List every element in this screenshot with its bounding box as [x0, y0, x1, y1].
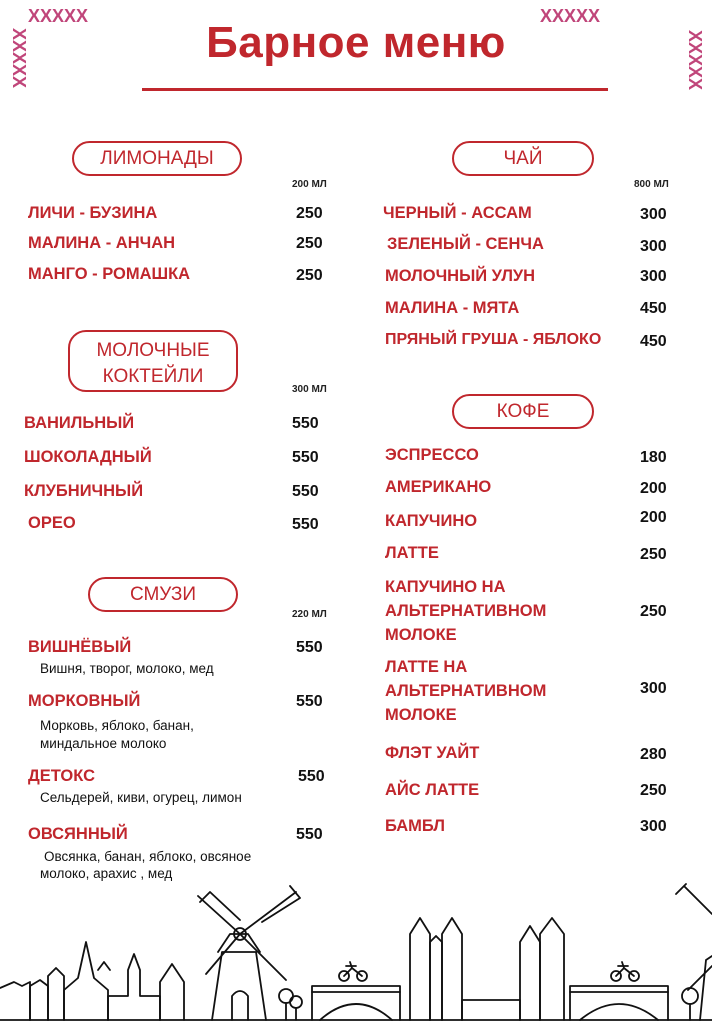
smoothie-item-name: ВИШНЁВЫЙ — [28, 638, 132, 656]
corner-pattern-top-left: ХХХХХ — [28, 6, 89, 26]
smoothie-item-price: 550 — [296, 639, 323, 656]
milkshake-item-price: 550 — [292, 483, 319, 500]
coffee-item-name: ЭСПРЕССО — [385, 446, 479, 464]
section-header-tea: ЧАЙ — [452, 141, 594, 176]
smoothies-volume: 220 МЛ — [292, 609, 327, 620]
smoothie-item-description: миндальное молоко — [40, 736, 167, 751]
milkshake-item-name: ВАНИЛЬНЫЙ — [24, 414, 135, 432]
milkshake-item-name: КЛУБНИЧНЫЙ — [24, 482, 144, 500]
tea-item-price: 450 — [640, 333, 667, 350]
lemonade-item-name: МАЛИНА - АНЧАН — [28, 234, 176, 252]
lemonade-item-price: 250 — [296, 267, 323, 284]
coffee-item-price: 250 — [640, 546, 667, 563]
smoothie-item-name: МОРКОВНЫЙ — [28, 692, 141, 710]
tea-item-name: ЧЕРНЫЙ - АССАМ — [383, 204, 532, 222]
section-header-milkshakes — [68, 330, 238, 392]
coffee-item-price: 200 — [640, 509, 667, 526]
coffee-item-price: 300 — [640, 680, 667, 697]
coffee-item-price: 250 — [640, 782, 667, 799]
tea-item-name: МОЛОЧНЫЙ УЛУН — [385, 267, 536, 285]
smoothie-item-description: Овсянка, банан, яблоко, овсяное — [44, 849, 252, 864]
smoothie-item-price: 550 — [296, 693, 323, 710]
coffee-item-name — [385, 655, 546, 727]
smoothie-item-name: ОВСЯННЫЙ — [28, 825, 128, 843]
milkshakes-volume: 300 МЛ — [292, 384, 327, 395]
milkshakes-label-line1: МОЛОЧНЫЕ — [96, 340, 210, 361]
tea-item-name: МАЛИНА - МЯТА — [385, 299, 520, 317]
smoothie-item-price: 550 — [296, 826, 323, 843]
smoothie-item-description: молоко, арахис , мед — [40, 866, 173, 881]
coffee-item-name: КАПУЧИНО — [385, 512, 478, 530]
tea-item-price: 300 — [640, 268, 667, 285]
coffee-item-name-line: ЛАТТЕ НА — [385, 658, 468, 676]
milkshake-item-price: 550 — [292, 516, 319, 533]
coffee-item-name-line: АЛЬТЕРНАТИВНОМ — [385, 682, 547, 700]
coffee-item-price: 300 — [640, 818, 667, 835]
lemonades-volume: 200 МЛ — [292, 179, 327, 190]
milkshake-item-name: ОРЕО — [28, 514, 76, 532]
page-title: Барное меню — [206, 18, 506, 67]
coffee-item-price: 250 — [640, 603, 667, 620]
tea-item-name: ЗЕЛЕНЫЙ - СЕНЧА — [387, 235, 544, 253]
coffee-item-name: БАМБЛ — [385, 817, 445, 835]
milkshakes-label-line2: КОКТЕЙЛИ — [102, 366, 204, 387]
smoothie-item-description: Вишня, творог, молоко, мед — [40, 661, 214, 676]
coffee-item-name: ФЛЭТ УАЙТ — [385, 744, 480, 762]
coffee-item-name-line: МОЛОКЕ — [385, 626, 457, 644]
title-underline — [142, 88, 608, 91]
section-header-coffee: КОФЕ — [452, 394, 594, 429]
coffee-item-price: 200 — [640, 480, 667, 497]
milkshake-item-price: 550 — [292, 449, 319, 466]
milkshake-item-name: ШОКОЛАДНЫЙ — [24, 448, 152, 466]
smoothie-item-description: Морковь, яблоко, банан, — [40, 718, 194, 733]
coffee-item-price: 180 — [640, 449, 667, 466]
lemonade-item-price: 250 — [296, 235, 323, 252]
tea-item-price: 450 — [640, 300, 667, 317]
smoothie-item-name: ДЕТОКС — [28, 767, 96, 785]
lemonade-item-price: 250 — [296, 205, 323, 222]
coffee-item-name-line: МОЛОКЕ — [385, 706, 457, 724]
tea-item-price: 300 — [640, 238, 667, 255]
city-skyline-illustration — [0, 870, 712, 1024]
coffee-item-name: АЙС ЛАТТЕ — [385, 781, 480, 799]
corner-pattern-top-right: ХХХХХ — [540, 6, 601, 26]
tea-volume: 800 МЛ — [634, 179, 669, 190]
milkshake-item-price: 550 — [292, 415, 319, 432]
lemonade-item-name: МАНГО - РОМАШКА — [28, 265, 191, 283]
section-header-lemonades: ЛИМОНАДЫ — [72, 141, 242, 176]
coffee-item-price: 280 — [640, 746, 667, 763]
coffee-item-name: АМЕРИКАНО — [385, 478, 492, 496]
coffee-item-name: ЛАТТЕ — [385, 544, 439, 562]
coffee-item-name-line: АЛЬТЕРНАТИВНОМ — [385, 602, 547, 620]
coffee-item-name — [385, 575, 546, 647]
tea-item-name: ПРЯНЫЙ ГРУША - ЯБЛОКО — [385, 331, 602, 348]
corner-pattern-right-vertical: ХХХХХ — [685, 30, 705, 91]
corner-pattern-left-vertical: ХХХХХ — [9, 28, 29, 89]
coffee-item-name-line: КАПУЧИНО НА — [385, 578, 506, 596]
tea-item-price: 300 — [640, 206, 667, 223]
smoothie-item-description: Сельдерей, киви, огурец, лимон — [40, 790, 242, 805]
lemonade-item-name: ЛИЧИ - БУЗИНА — [28, 204, 158, 222]
section-header-smoothies: СМУЗИ — [88, 577, 238, 612]
smoothie-item-price: 550 — [298, 768, 325, 785]
